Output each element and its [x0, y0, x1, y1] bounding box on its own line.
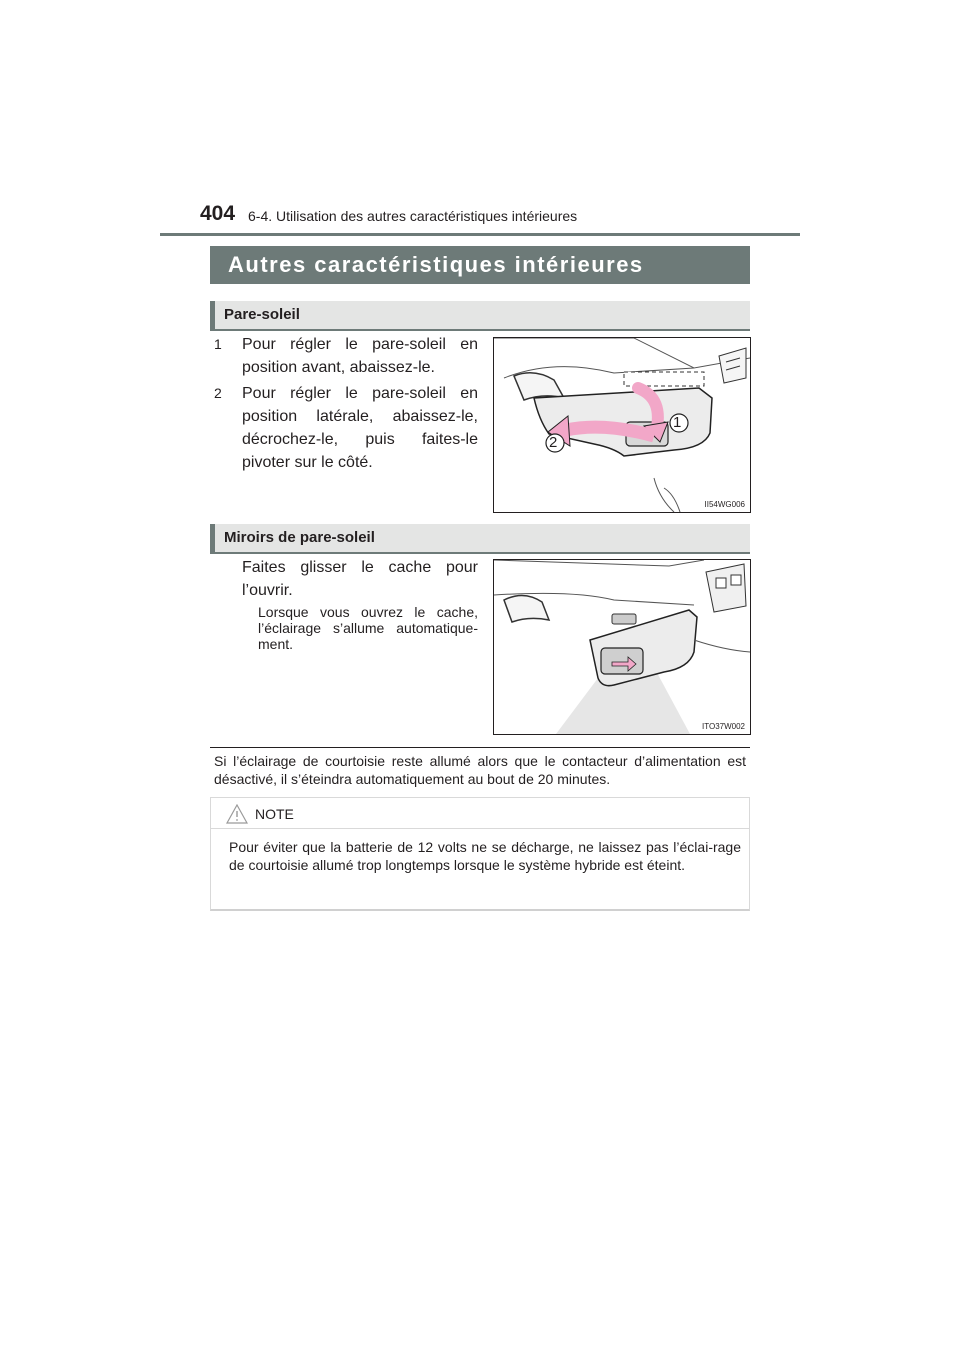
step-text-2: Pour régler le pare-soleil en position latérale, abaissez-le, décrochez-le, puis faites-le pivoter sur le côté.	[242, 385, 478, 471]
figure-code: ITO37W002	[702, 722, 745, 731]
chapter-title: 6-4. Utilisation des autres caractéristiques intérieures	[248, 208, 578, 224]
main-title: Autres caractéristiques intérieures	[228, 252, 644, 277]
page-number: 404	[200, 202, 236, 225]
step-text-1: Pour régler le pare-soleil en position avant, abaissez-le.	[242, 336, 478, 376]
note-box	[210, 797, 750, 911]
main-title-bar	[210, 246, 750, 284]
callout-2: 2	[549, 434, 558, 451]
note-rule	[211, 828, 749, 829]
note-text: Pour éviter que la batterie de 12 volts ne se décharge, ne laissez pas l’éclai-rage de courtoisie allumé trop longtemps lorsque le système hybride est éteint.	[229, 839, 741, 873]
courtesy-light-info: Si l’éclairage de courtoisie reste allumé alors que le contacteur d’alimentation est désactivé, il s’éteindra automatiquement au bout de 20 minutes.	[214, 753, 746, 787]
callout-1: 1	[673, 414, 682, 431]
step-number-1: 1	[214, 336, 222, 352]
section-header-sun-visor	[210, 301, 750, 331]
figure-code: II54WG006	[704, 500, 745, 509]
warning-icon	[226, 804, 248, 824]
sun-visor-drawing	[494, 338, 750, 512]
mirror-instruction: Faites glisser le cache pour l’ouvrir.	[242, 559, 478, 599]
header-rule	[160, 233, 800, 236]
section-title: Miroirs de pare-soleil	[224, 529, 375, 546]
sun-visor-illustration	[493, 337, 751, 513]
vanity-mirror-illustration	[493, 559, 751, 735]
mirror-note: Lorsque vous ouvrez le cache, l’éclairage s’allume automatique-ment.	[258, 604, 478, 652]
vanity-mirror-drawing	[494, 560, 750, 734]
info-rule	[210, 747, 750, 748]
note-title: NOTE	[255, 806, 294, 822]
section-title: Pare-soleil	[224, 306, 300, 323]
section-header-vanity-mirrors	[210, 524, 750, 554]
step-number-2: 2	[214, 385, 222, 401]
